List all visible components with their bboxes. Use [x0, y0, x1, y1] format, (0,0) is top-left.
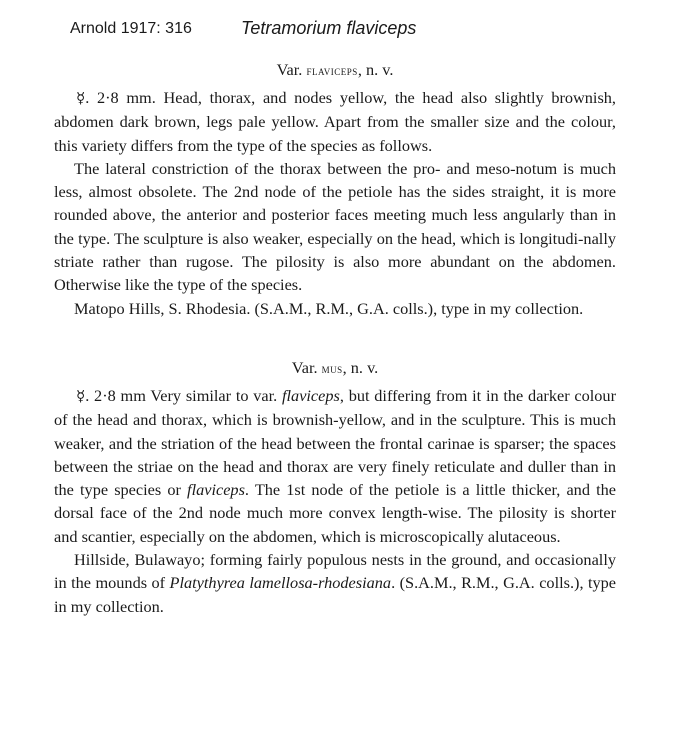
- text-segment: Hillside, Bulawayo; forming fairly populous nests in the ground, and occasionally in the mounds of: [54, 550, 616, 593]
- title-name: mus: [321, 360, 343, 376]
- document-body: [54, 58, 616, 618]
- page-header: [70, 20, 654, 42]
- paragraph-locality: [54, 548, 616, 618]
- paragraph-description: [54, 384, 616, 548]
- worker-symbol-icon: ☿: [76, 386, 86, 405]
- paragraph-text: . 2·8 mm. Head, thorax, and nodes yellow, the head also slightly brownish, abdomen dark brown, legs pale yellow. Apart from the smaller size and the colour, this variety differs from the type of the species as follows.: [54, 88, 616, 155]
- paragraph-locality: Matopo Hills, S. Rhodesia. (S.A.M., R.M., G.A. colls.), type in my collection.: [74, 298, 584, 318]
- section-title-mus: [54, 356, 616, 384]
- title-prefix: Var.: [276, 60, 307, 79]
- section-spacer: [54, 320, 616, 356]
- title-prefix: Var.: [291, 357, 322, 377]
- paragraph-description: [54, 86, 616, 157]
- citation: Arnold 1917: 316: [70, 20, 192, 37]
- text-segment: . The 1st node of the petiole is a little thicker, and the dorsal face of the 2nd node much more convex length-wise. The pilosity is shorter and scantier, especially on the abdomen, which is microscopically alutaceous.: [54, 480, 616, 546]
- title-name: flaviceps: [306, 63, 358, 78]
- title-suffix: , n. v.: [342, 357, 379, 377]
- species-name: Tetramorium flaviceps: [241, 18, 417, 38]
- text-segment: . 2·8 mm Very similar to var.: [85, 385, 282, 405]
- text-segment: . (S.A.M., R.M., G.A. colls.), type in my collection.: [54, 573, 617, 616]
- taxon-name: flaviceps: [282, 385, 340, 405]
- worker-symbol-icon: ☿: [76, 89, 86, 107]
- taxon-name: Platythyrea lamellosa-rhodesiana: [169, 573, 392, 593]
- section-title-flaviceps: [54, 58, 616, 86]
- text-segment: , but differing from it in the darker colour of the head and thorax, which is brownish-yellow, and in the sculpture. This is much weaker, and the striation of the head between the frontal carinae is sparser; the spaces between the striae on the head and thorax are very finely reticulate and duller than in the type species or: [54, 385, 616, 500]
- paragraph-comparison: The lateral constriction of the thorax between the pro- and meso-notum is much less, almost obsolete. The 2nd node of the petiole has the sides straight, it is more rounded above, the anterior and posterior faces meeting much less angularly than in the type. The sculpture is also weaker, especially on the head, which is longitudi-nally striate rather than rugose. The pilosity is also more abundant on the abdomen. Otherwise like the type of the species.: [54, 158, 616, 295]
- title-suffix: , n. v.: [357, 60, 394, 79]
- taxon-name: flaviceps: [187, 480, 245, 500]
